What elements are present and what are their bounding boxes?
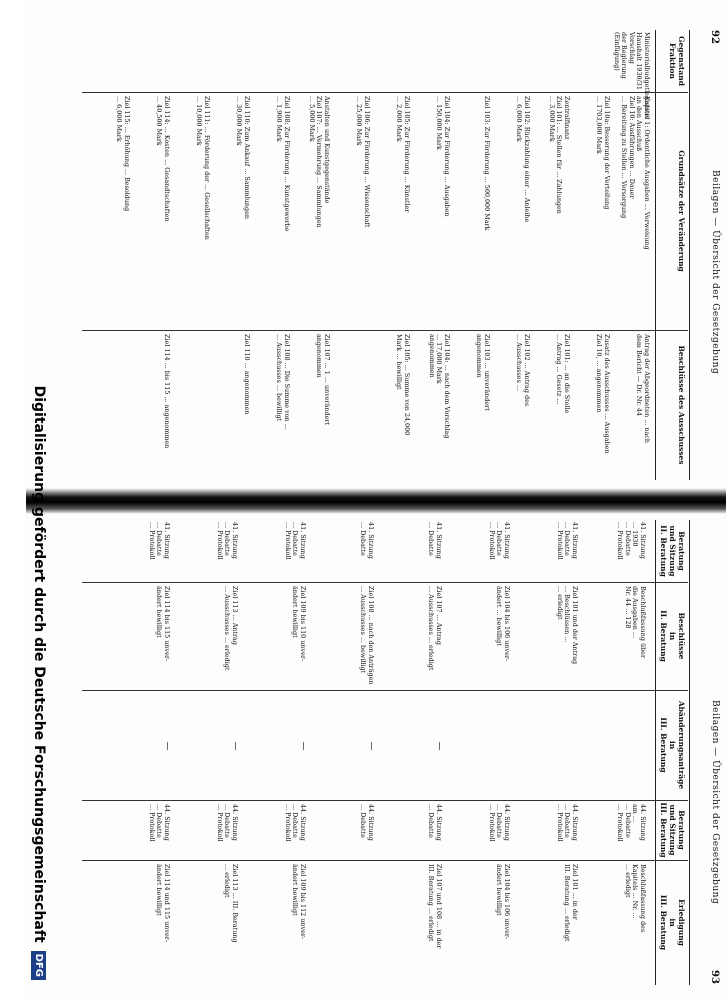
right-row-r5: Beschlußfassung des Kapitels ... Nr. ... ... erledigt <box>623 864 647 933</box>
right-row-r4: 44. Sitzung ... Debatte ... Protokoll <box>147 804 171 842</box>
right-row-r4: 44. Sitzung ... Debatte <box>427 804 443 841</box>
left-row-c2: Zentralfinanz Ziel 101: ... Stellen für ... Zahlungen ... 3,000 Mark <box>547 96 571 214</box>
right-row-r2: Ziel 114 bis 115 unver- ändert bewilligt <box>155 586 171 662</box>
right-row-r1: 41. Sitzung ... Debatte ... Protokoll <box>487 522 511 560</box>
left-page-number: 92 <box>709 30 720 44</box>
left-col3-head: Beschlüsse des Ausschusses <box>677 345 686 465</box>
right-row-r1: 41. Sitzung ... Debatte ... Protokoll <box>555 522 579 560</box>
left-row-c3: Ziel 114 ... bis 115 ... angenommen <box>163 334 171 449</box>
right-col1-head: Beratung und Sitzung II. Beratung <box>659 525 686 577</box>
right-head-rule <box>655 520 656 985</box>
right-row-r4: 44. Sitzung ... Debatte ... Protokoll <box>487 804 511 842</box>
left-row-c3: Ziel 110 ... angenommen <box>243 334 251 415</box>
left-row-c3: Ziel 105: ... Summe von 24,000 Mark ... bewilligt <box>395 334 411 436</box>
left-row-c2: Ziel 111: ... Förderung der ... Gesellschaften ... 10,000 Mark <box>195 96 211 240</box>
right-row-r2: Ziel 107 ... Antrag ... Ausschusses ... erledigt <box>427 586 443 671</box>
left-row-c2: Ziel 104: Zur Förderung ... Ausgaben ... 150,000 Mark <box>435 96 451 217</box>
right-page-number: 93 <box>709 970 720 984</box>
right-row-r1: 41. Sitzung ... Debatte ... Protokoll <box>215 522 239 560</box>
digitisation-footer <box>28 0 50 1000</box>
right-row-r2: Beschlußfassung über die Ausgaben ... Nr. 44 ... 128 <box>623 586 647 659</box>
binding-fold-shadow <box>26 488 726 514</box>
right-row-r4: 44. Sitzung ... Debatte ... Protokoll <box>283 804 307 842</box>
right-row-r5: Ziel 107 und 108 ... in der III. Beratung ... erledigt <box>427 864 443 949</box>
right-row-r1: 41. Sitzung ... Debatte <box>427 522 443 559</box>
right-col3-head: Abänderungsanträge in III. Beratung <box>659 700 686 790</box>
right-row-r2: Ziel 108 ... nach den Anträgen ... Ausschusses ... bewilligt <box>359 586 375 685</box>
left-row-c2: Ziel 105: Zur Förderung ... Künstler ... 2,000 Mark <box>395 96 411 213</box>
right-top-rule <box>689 520 690 985</box>
right-col4-head: Beratung und Sitzung III. Beratung <box>659 802 686 858</box>
right-row-r3: — <box>162 741 172 751</box>
right-row-r2: Ziel 109 bis 110 unver- ändert bewilligt <box>291 586 307 662</box>
right-row-r2: Ziel 113 ... Antrag ... Ausschusses ... erledigt <box>223 586 239 671</box>
right-col2-head: Beschlüsse in II. Beratung <box>659 610 686 662</box>
dfg-logo: DFG <box>32 951 47 980</box>
right-col5-head: Erledigung in III. Beratung <box>659 894 686 951</box>
right-col-divider-4 <box>82 860 688 861</box>
left-row-c2: Ziel 106: Zur Förderung ... Wissenschaft ... 25,000 Mark <box>355 96 371 228</box>
right-col-divider-2 <box>82 690 688 691</box>
right-row-r5: Ziel 101 ... in der III. Beratung ... erledigt <box>563 864 579 942</box>
right-row-r3: — <box>366 741 376 751</box>
left-row-c2: Ziel 115: ... Erhöhung ... Besoldung ... 6,000 Mark <box>115 96 131 212</box>
left-row-c2: Ziel 108: Zur Förderung ... Kunstgewerbe ... 1,900 Mark <box>275 96 291 232</box>
left-row-c3: Ziel 104: ... nach dem Vorschlag ... 17,000 Mark angenommen <box>427 334 451 439</box>
left-row-c1: Ministerialbudgetlegislativ Haushalt 1930/31 Vorschlag der Regierung (Einfügung) <box>612 32 651 120</box>
left-top-rule <box>689 30 690 480</box>
left-row-c2: Ziel 103: Zur Förderung ... 500,000 Mark <box>483 96 491 231</box>
right-col-divider-3 <box>82 800 688 801</box>
right-table <box>82 520 702 985</box>
left-row-c3: Antrag der Abgeordneten ... nach dem Bericht — Dr. Nr. 44 <box>635 334 651 443</box>
left-head-rule <box>655 30 656 480</box>
left-col1-head: Gegenstand Fraktion <box>668 36 686 86</box>
left-col2-head: Grundsätze der Veränderung <box>677 150 686 272</box>
footer-text: Digitalisierung gefördert durch die Deutsche Forschungsgemeinschaft <box>31 385 47 943</box>
right-row-r5: Ziel 109 bis 112 unver- ändert bewilligt <box>291 864 307 940</box>
right-row-r5: Ziel 113 ... III. Beratung ... erledigt <box>223 864 239 943</box>
right-row-r1: 41. Sitzung ... Debatte ... Protokoll <box>283 522 307 560</box>
right-row-r3: — <box>230 741 240 751</box>
left-row-c2: Ziel 114: ... Kosten ... Gesandtschaften ... 40,500 Mark <box>155 96 171 222</box>
left-row-c3: Ziel 103 ... unverändert angenommen <box>475 334 491 411</box>
left-row-c3: Ziel 101: ... an die Stelle ... Antrag ... Gesetz ... <box>555 334 571 414</box>
left-row-c3: Ziel 102 ... Antrag des ... Ausschusses ... <box>515 334 531 407</box>
left-row-c3: Zusatz des Ausschusses ... Ausgaben Ziel 10, ... angenommen <box>595 334 611 454</box>
left-row-c2: Ziel 110: Zum Ankauf ... Sammlungen ... 30,000 Mark <box>235 96 251 219</box>
right-row-r4: 44. Sitzung ... Debatte ... Protokoll <box>215 804 239 842</box>
right-row-r1: 41. Sitzung ... Debatte ... Protokoll <box>147 522 171 560</box>
right-row-r2: Ziel 101 und der Antrag ... Beschlüssen ... ... erledigt <box>555 586 579 665</box>
right-running-head: Beilagen — Übersicht der Gesetzgebung <box>710 700 720 905</box>
left-table <box>82 30 702 480</box>
right-row-r5: Ziel 114 und 115 unver- ändert bewilligt <box>155 864 171 942</box>
right-row-r4: 44. Sitzung ... Debatte ... Protokoll <box>555 804 579 842</box>
left-running-head: Beilagen — Übersicht der Gesetzgebung <box>710 170 720 375</box>
right-row-r1: 41. Sitzung ... 1930 ... Debatte ... Protokoll <box>616 522 647 560</box>
right-row-r3: — <box>298 741 308 751</box>
left-row-c3: Ziel 108 ... Die Summe von ... ... Ausschusses ... bewilligt <box>275 334 291 430</box>
left-col-divider-2 <box>82 330 688 331</box>
left-col-divider-1 <box>82 92 688 93</box>
right-row-r1: 41. Sitzung ... Debatte <box>359 522 375 559</box>
right-row-r2: Ziel 104 bis 106 unver- ändert ... bewilligt <box>495 586 511 662</box>
scanned-page-spread <box>26 0 726 1000</box>
right-row-r4: 44. Sitzung am ... ... Debatte ... Protokoll <box>616 804 647 842</box>
right-row-r4: 44. Sitzung ... Debatte <box>359 804 375 841</box>
right-row-r3: — <box>434 741 444 751</box>
left-row-c2: Kapitel 1: Ordentliche Ausgaben ... Verweisung an den Ausschuß Ziel 10: Ausführungen ... Dauer ... Bereitung zu Stellen ... Versorgung <box>620 96 651 250</box>
left-row-c2: Ziel 102: Rückzahlung einer ... Anleihe ... 6,000 Mark <box>515 96 531 223</box>
right-row-r5: Ziel 104 bis 106 unver- ändert bewilligt <box>495 864 511 940</box>
left-row-c2: Ziel 10a: Besserung der Verteilung ... 1703,000 Mark <box>595 96 611 210</box>
right-col-divider-1 <box>82 582 688 583</box>
left-row-c3: Ziel 107 ... 1 ... unverändert angenommen <box>315 334 331 426</box>
left-row-c2: Anstalten und Kunstgegenstände Ziel 107: ... Vermehrung ... Sammlungen ... 5,000 Mark <box>307 96 331 228</box>
